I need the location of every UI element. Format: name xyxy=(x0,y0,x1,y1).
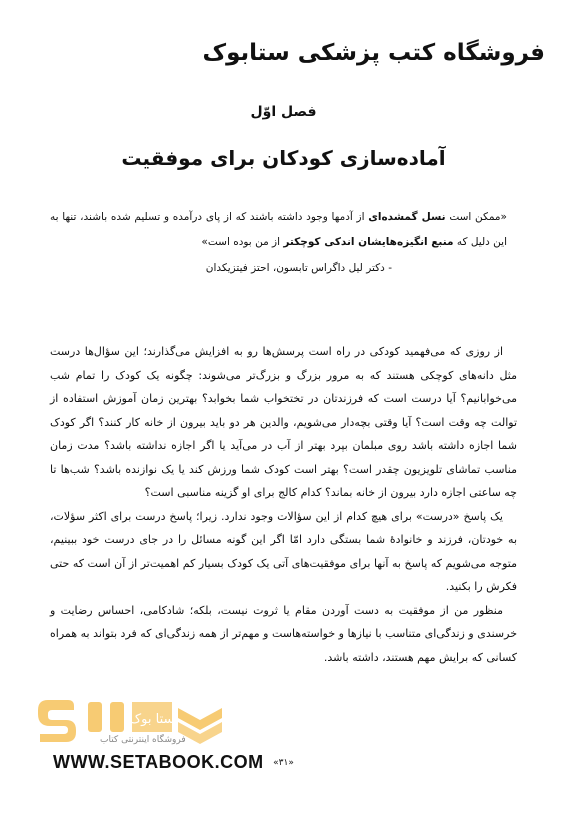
quote-emphasis: نسل گمشده‌ای xyxy=(368,211,446,223)
quote-emphasis: منبع انگیزه‌هایشان اندکی کوچکتر xyxy=(283,236,454,248)
logo-text: ستا بوک xyxy=(129,712,175,727)
page-number: «۳۱» xyxy=(273,758,294,768)
chapter-label: فصل اوّل xyxy=(250,104,317,120)
chapter-title: آماده‌سازی کودکان برای موفقیت xyxy=(121,146,446,170)
body-paragraph: یک پاسخ «درست» برای هیچ کدام از این سؤالات وجود ندارد. زیرا؛ پاسخ درست برای اکثر سؤلات، به خودتان، فرزند و خانوادهٔ شما بستگی دارد امّا اگر این گونه مسائل را در جای درست خود ببینیم، متوجه می‌شویم که پاسخ به آنها برای موفقیت‌های آتی یک کودک بسیار کم اهمیت‌تر از آن است که حتی فکرش را بکنید. xyxy=(50,509,517,593)
body-paragraph: منظور من از موفقیت به دست آوردن مقام یا ثروت نیست، بلکه؛ شادکامی، احساس رضایت و خرسندی و زندگی‌ای متناسب با نیازها و خواسته‌هاست و مهم‌تر از همه زندگی‌ای که فرد بتواند به همراه کسانی که برایش مهم هستند، داشته باشد. xyxy=(50,603,517,664)
quote-text: «ممکن است xyxy=(445,211,507,223)
website-url[interactable]: WWW.SETABOOK.COM xyxy=(53,752,264,772)
body-text xyxy=(50,340,517,669)
quote-text: از من بوده است» xyxy=(201,236,284,248)
watermark-caption: فروشگاه اینترنتی کتاب xyxy=(100,735,186,745)
quote-text: از آدمها وجود داشته باشند که از پای درآمده و تسلیم شده باشند، تنها به این دلیل که xyxy=(50,211,507,248)
quote-attribution: - دکتر لیل داگراس تابسون، احتز فیتزیکدان xyxy=(205,262,392,274)
epigraph-quote xyxy=(50,205,507,255)
body-paragraph: از روزی که می‌فهمید کودکی در راه است پرسش‌ها رو به افزایش می‌گذارند؛ این سؤال‌ها درست مثل دانه‌های کوچکی هستند که به مرور بزرگ و بزرگ‌تر می‌شوند: چگونه یک کودک را تمام شب می‌خوابانیم؟ آیا درست است که فرزندتان در تختخواب شما بخوابد؟ بهترین زمان آموزش استفاده از توالت چه وقت است؟ آیا وقتی بچه‌دار می‌شویم، والدین هر دو باید بیرون از خانه کار کنند؟ اگر کودک شما اجازه داشته باشد روی مبلمان بپرد بهتر از آب در می‌آید یا اگر اجازه نداشته باشد؟ مدت زمان مناسب تماشای تلویزیون چقدر است؟ بهتر است کودک شما ورزش کند یا یک نوازنده باشد؟ شب‌ها تا چه ساعتی اجازه دارد بیرون از خانه بماند؟ کدام کالج برای او گزینه مناسبی است؟ xyxy=(50,345,517,499)
page-header-title: فروشگاه کتب پزشکی ستابوک xyxy=(202,40,545,66)
